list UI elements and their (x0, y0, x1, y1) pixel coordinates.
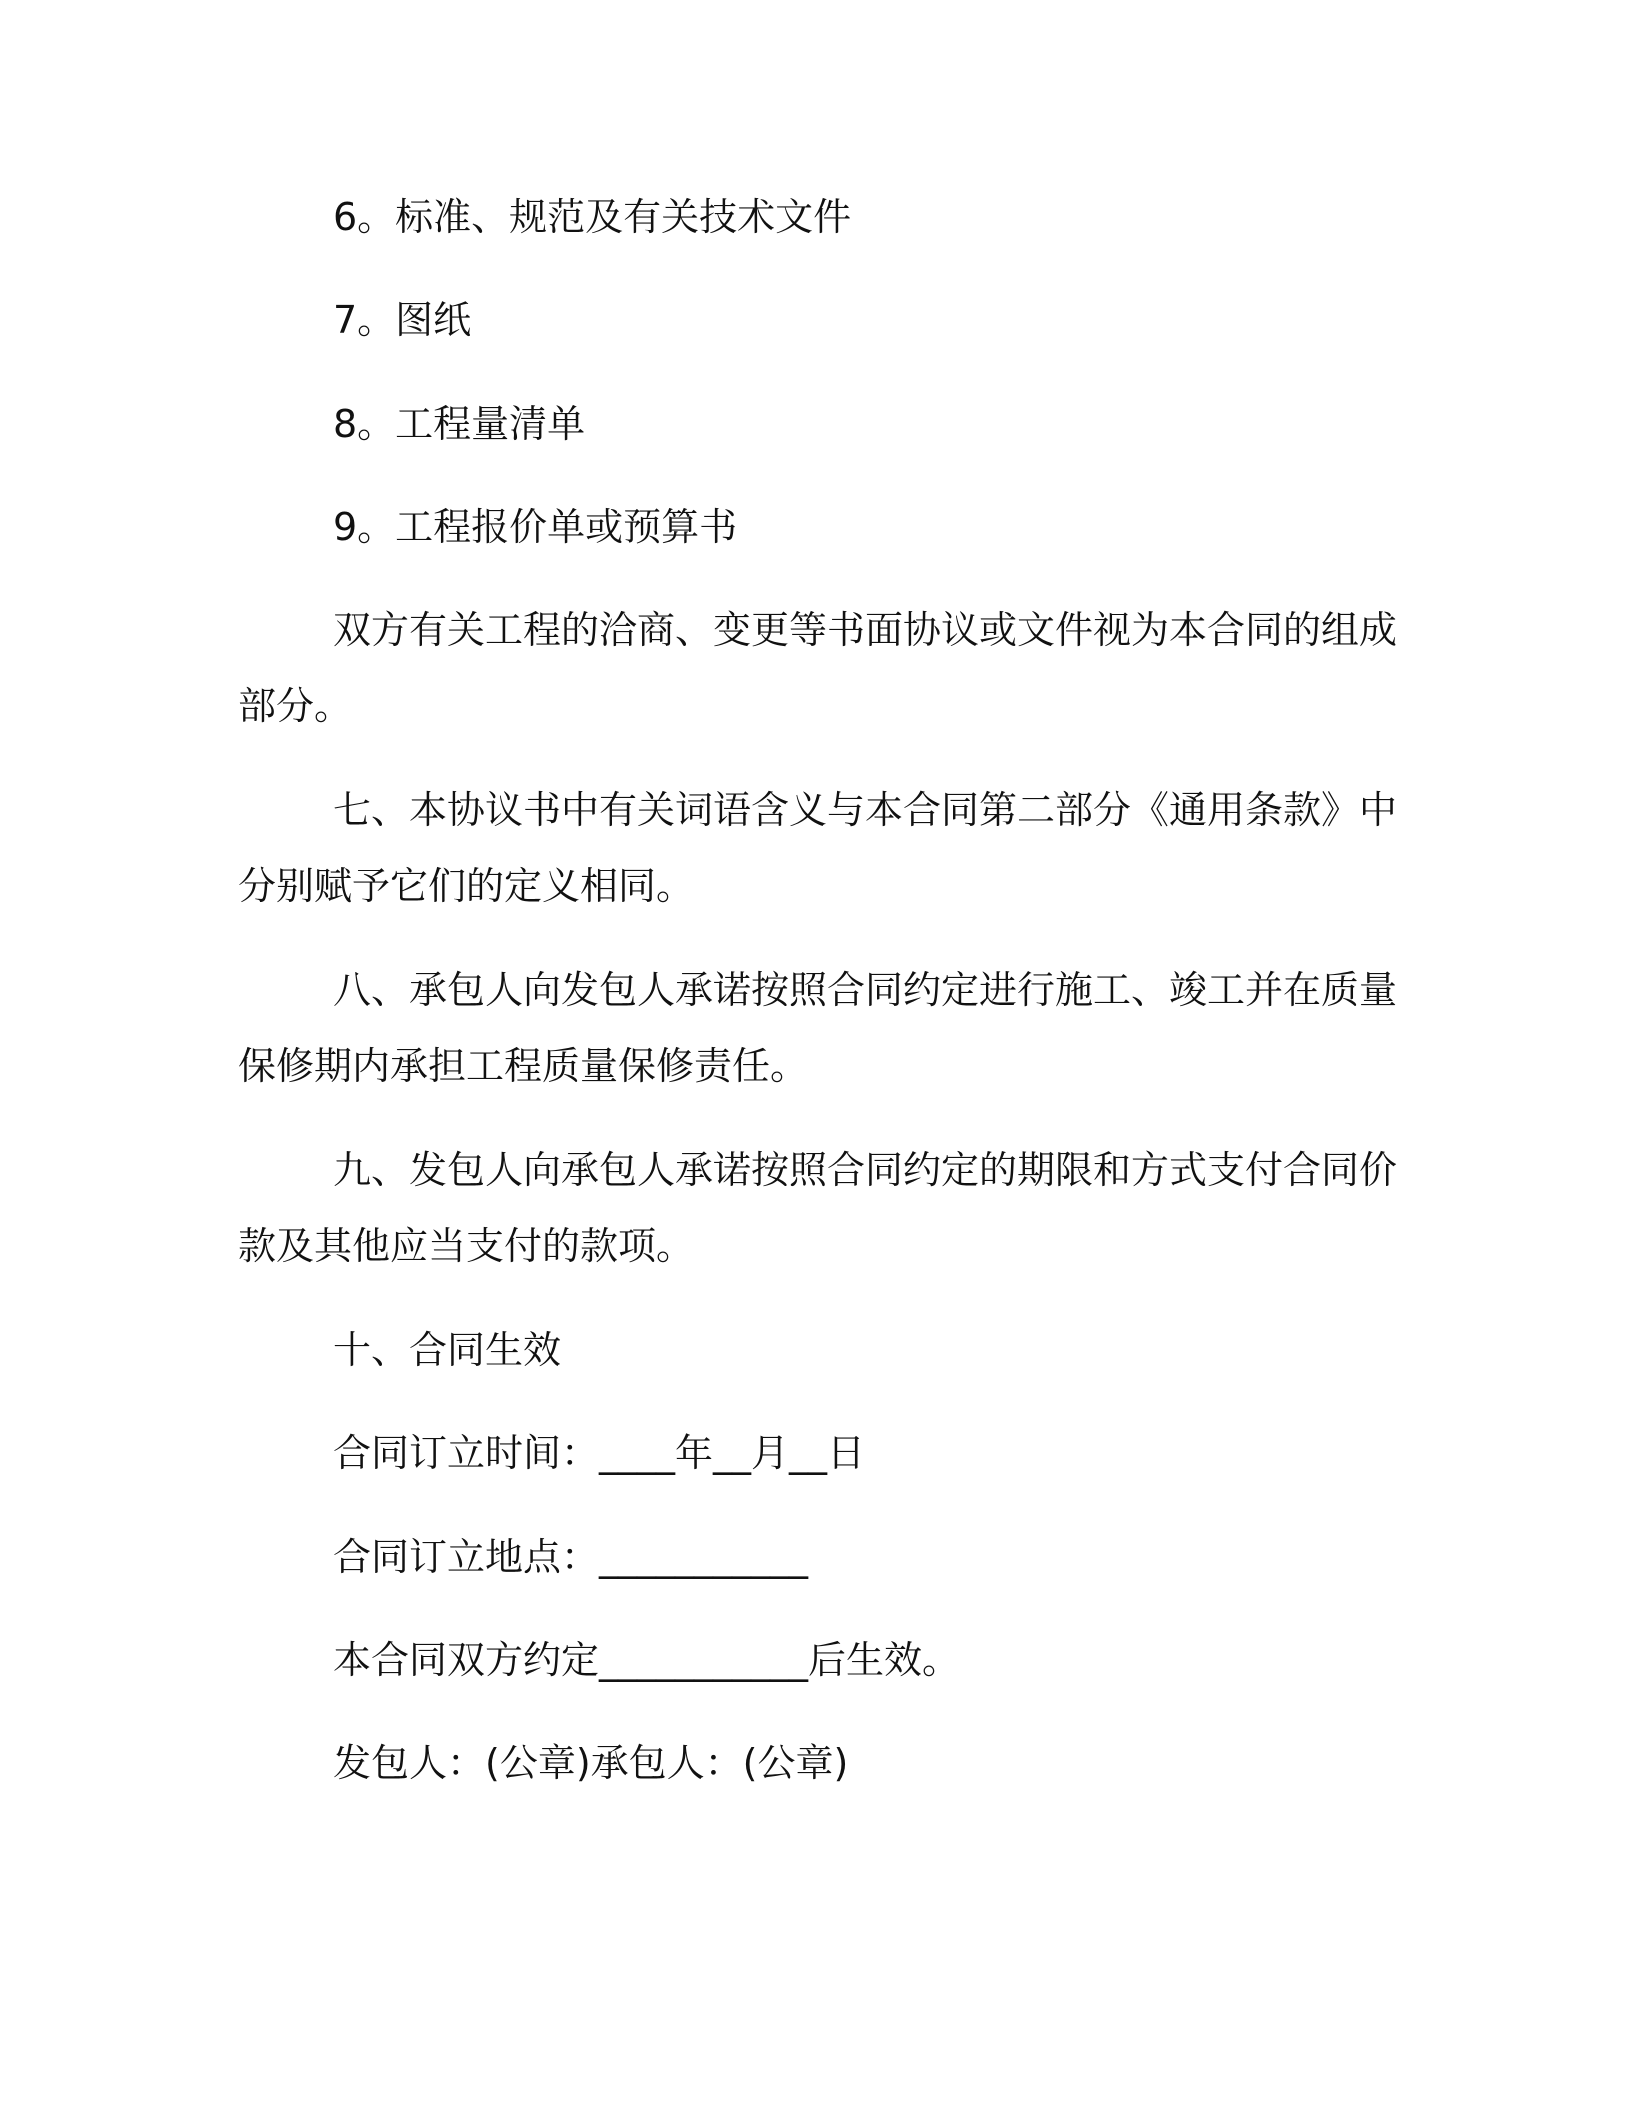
clause-9-line-1: 九、发包人向承包人承诺按照合同约定的期限和方式支付合同价 (333, 1148, 1398, 1192)
clause-7-line-1: 七、本协议书中有关词语含义与本合同第二部分《通用条款》中 (333, 788, 1398, 832)
clause-8 (238, 965, 1398, 1091)
list-item-quotation: 9。工程报价单或预算书 (333, 505, 738, 549)
clause-7 (238, 785, 1398, 911)
sign-place-field: 合同订立地点：___________ (333, 1535, 809, 1579)
clause-10-heading: 十、合同生效 (333, 1328, 562, 1372)
clause-9-line-2: 款及其他应当支付的款项。 (238, 1224, 695, 1268)
clause-7-line-2: 分别赋予它们的定义相同。 (238, 864, 695, 908)
sign-time-field: 合同订立时间：____年__月__日 (333, 1431, 866, 1475)
paragraph-annex-line-2: 部分。 (238, 684, 353, 728)
list-item-standards: 6。标准、规范及有关技术文件 (333, 195, 852, 239)
list-item-bill-of-quantities: 8。工程量清单 (333, 402, 586, 446)
paragraph-annex-line-1: 双方有关工程的洽商、变更等书面协议或文件视为本合同的组成 (333, 608, 1398, 652)
clause-8-line-1: 八、承包人向发包人承诺按照合同约定进行施工、竣工并在质量 (333, 968, 1398, 1012)
paragraph-annex (238, 605, 1398, 731)
list-item-drawings: 7。图纸 (333, 298, 472, 342)
clause-9 (238, 1145, 1398, 1271)
clause-8-line-2: 保修期内承担工程质量保修责任。 (238, 1044, 809, 1088)
parties-seal-line: 发包人：(公章)承包人：(公章) (333, 1741, 849, 1785)
effective-condition: 本合同双方约定___________后生效。 (333, 1638, 961, 1682)
